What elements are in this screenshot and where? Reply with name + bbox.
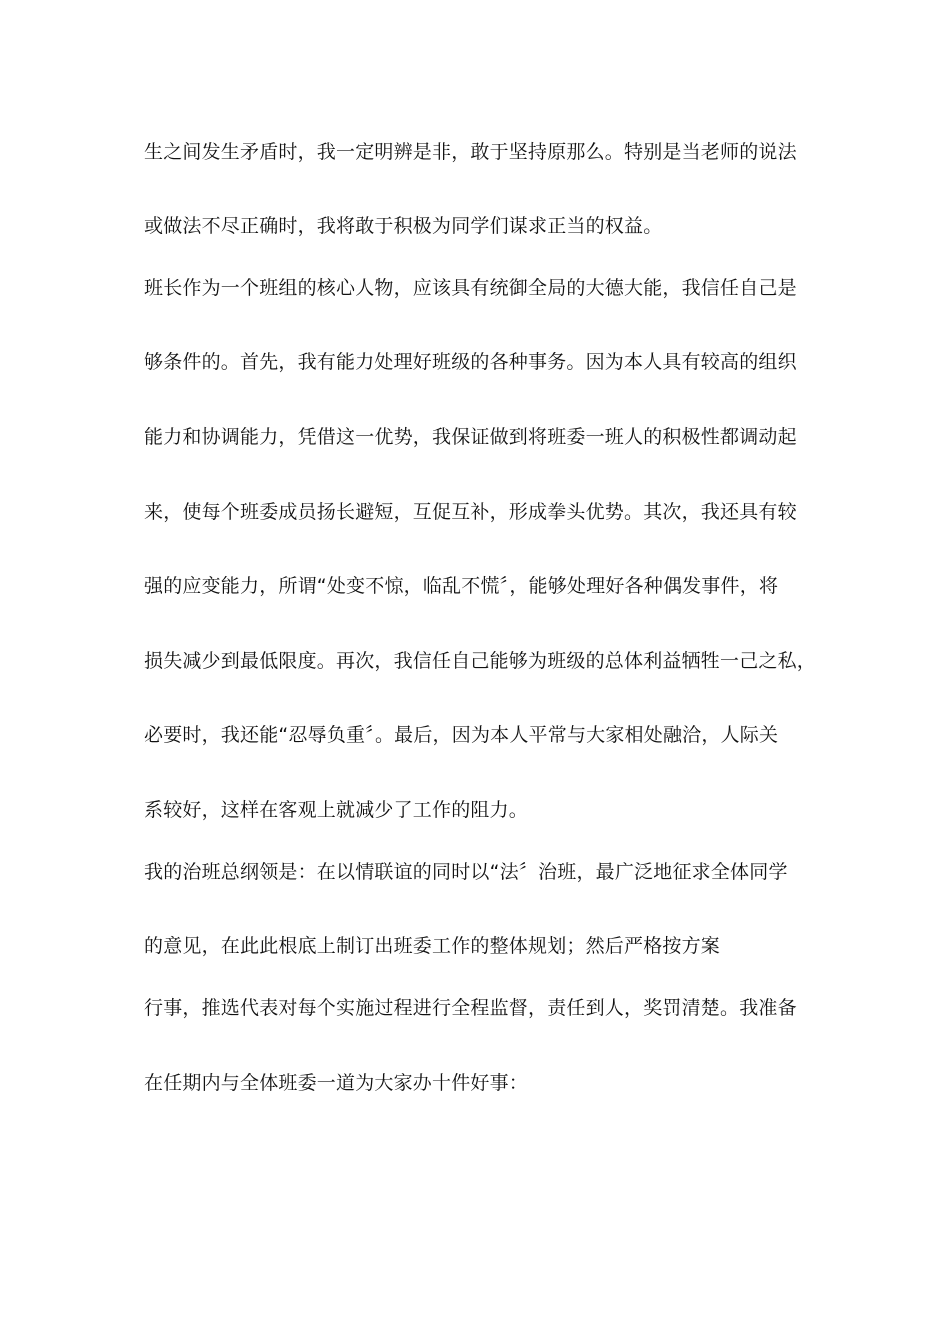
text-line: 够条件的。首先，我有能力处理好班级的各种事务。因为本人具有较高的组织 [144,351,797,373]
text-line: 行事，推选代表对每个实施过程进行全程监督，责任到人，奖罚清楚。我准备 [144,997,797,1019]
text-line: 的意见，在此此根底上制订出班委工作的整体规划；然后严格按方案 [144,935,721,957]
text-line: 系较好，这样在客观上就减少了工作的阻力。 [144,799,529,821]
text-line: 班长作为一个班组的核心人物，应该具有统御全局的大德大能，我信任自己是 [144,277,797,299]
text-line: 生之间发生矛盾时，我一定明辨是非，敢于坚持原那么。特别是当老师的说法 [144,141,797,163]
text-line: 在任期内与全体班委一道为大家办十件好事： [144,1072,529,1094]
text-line: 强的应变能力，所谓“处变不惊，临乱不慌〞，能够处理好各种偶发事件，将 [144,575,779,597]
text-line: 我的治班总纲领是：在以情联谊的同时以“法〞治班，最广泛地征求全体同学 [144,861,788,883]
text-line: 或做法不尽正确时，我将敢于积极为同学们谋求正当的权益。 [144,215,663,237]
text-line: 能力和协调能力，凭借这一优势，我保证做到将班委一班人的积极性都调动起 [144,426,797,448]
text-line: 损失减少到最低限度。再次，我信任自己能够为班级的总体利益牺牲一己之私， [144,650,817,672]
text-line: 必要时，我还能“忍辱负重〞。最后，因为本人平常与大家相处融洽，人际关 [144,724,779,746]
text-line: 来，使每个班委成员扬长避短，互促互补，形成拳头优势。其次，我还具有较 [144,501,797,523]
